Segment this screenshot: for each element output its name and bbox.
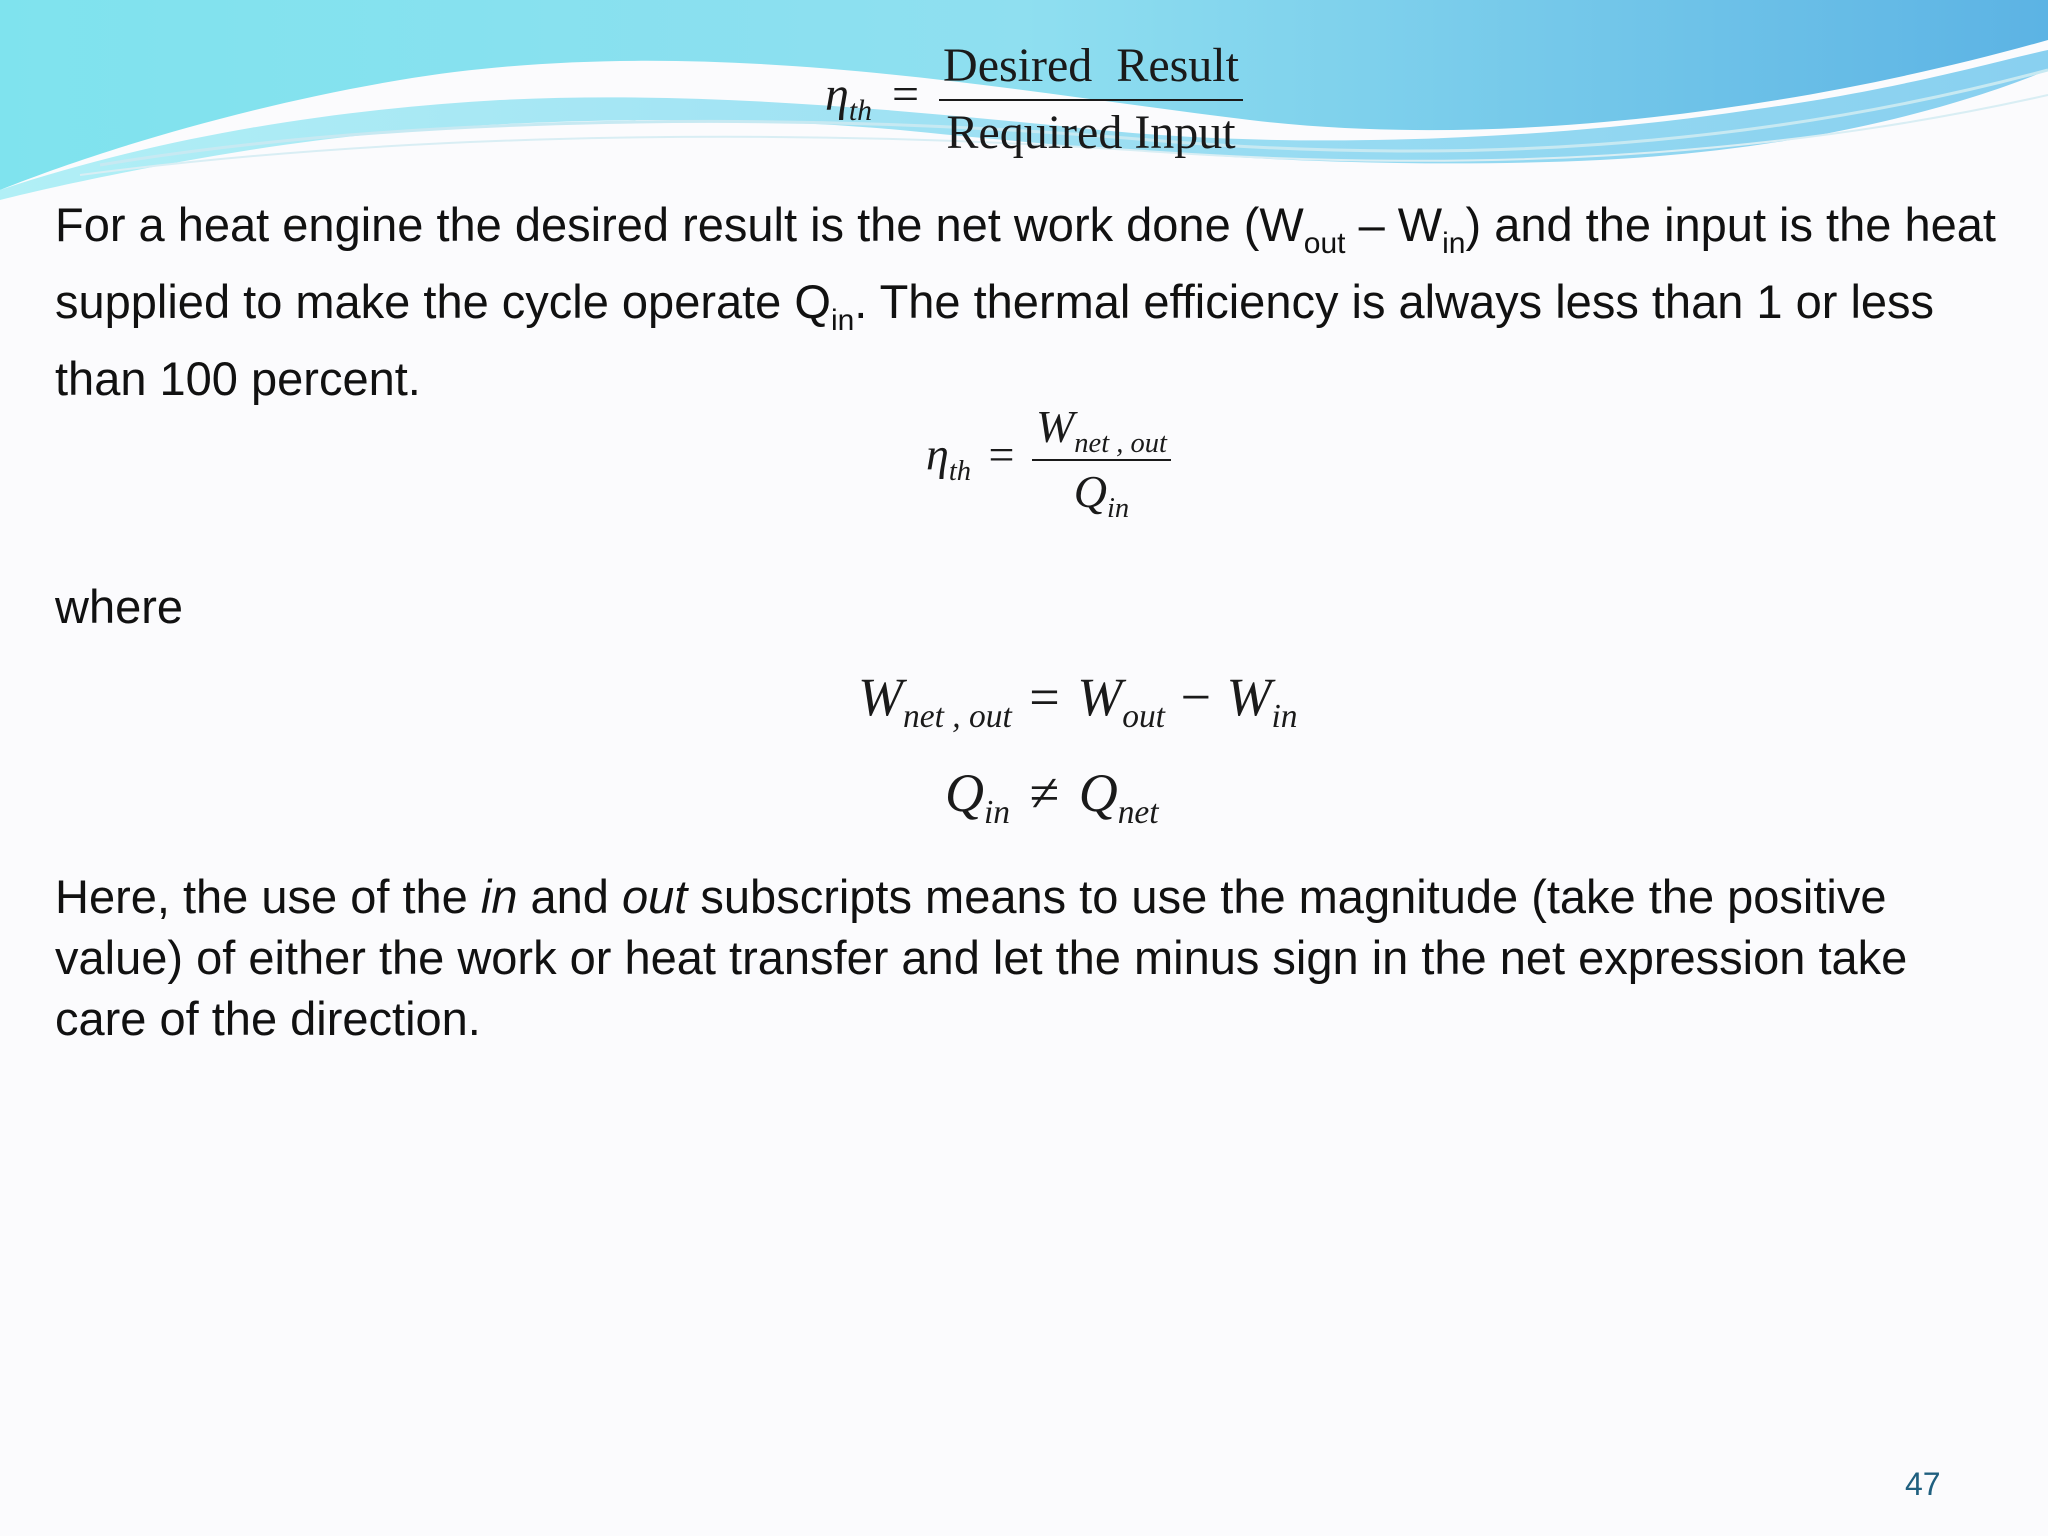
heat-engine-paragraph: For a heat engine the desired result is the net work done $(W_{out} - W_{in})$ and the input is the heat supplied to make the cycle operate $Q_{in}$. The thermal efficiency is always less than 1 or less than 100 percent. [55, 198, 1996, 405]
work-over-heat-fraction: $\frac{W_{net , out}}{Q_{in}}$ [1032, 400, 1171, 518]
eta-symbol: η [825, 68, 849, 122]
equals-sign: = [891, 68, 920, 122]
efficiency-definition-equation [825, 38, 1243, 160]
page-number: 47 [1905, 1466, 1941, 1502]
subscripts-explanation-paragraph: Here, the use of the in and out subscripts means to use the magnitude (take the positive value) of either the work or heat transfer and let the minus sign in the net expression take care of the direction. [55, 870, 1908, 1045]
eta-subscript: th [848, 94, 872, 128]
thermal-efficiency-equation: $\eta_{th}$ = $\frac{W_{net , out}}{Q_{in}}$ [926, 400, 1171, 518]
where-label: where [55, 580, 184, 633]
net-work-equation: $W_{net , out} = W_{out} - W_{in}$ [858, 667, 1298, 735]
heat-inequality: $Q_{in} \ne Q_{net}$ [945, 763, 1159, 831]
fraction-denominator: Required Input [946, 106, 1236, 159]
fraction-numerator: Desired Result [939, 38, 1243, 101]
efficiency-fraction [939, 38, 1243, 160]
